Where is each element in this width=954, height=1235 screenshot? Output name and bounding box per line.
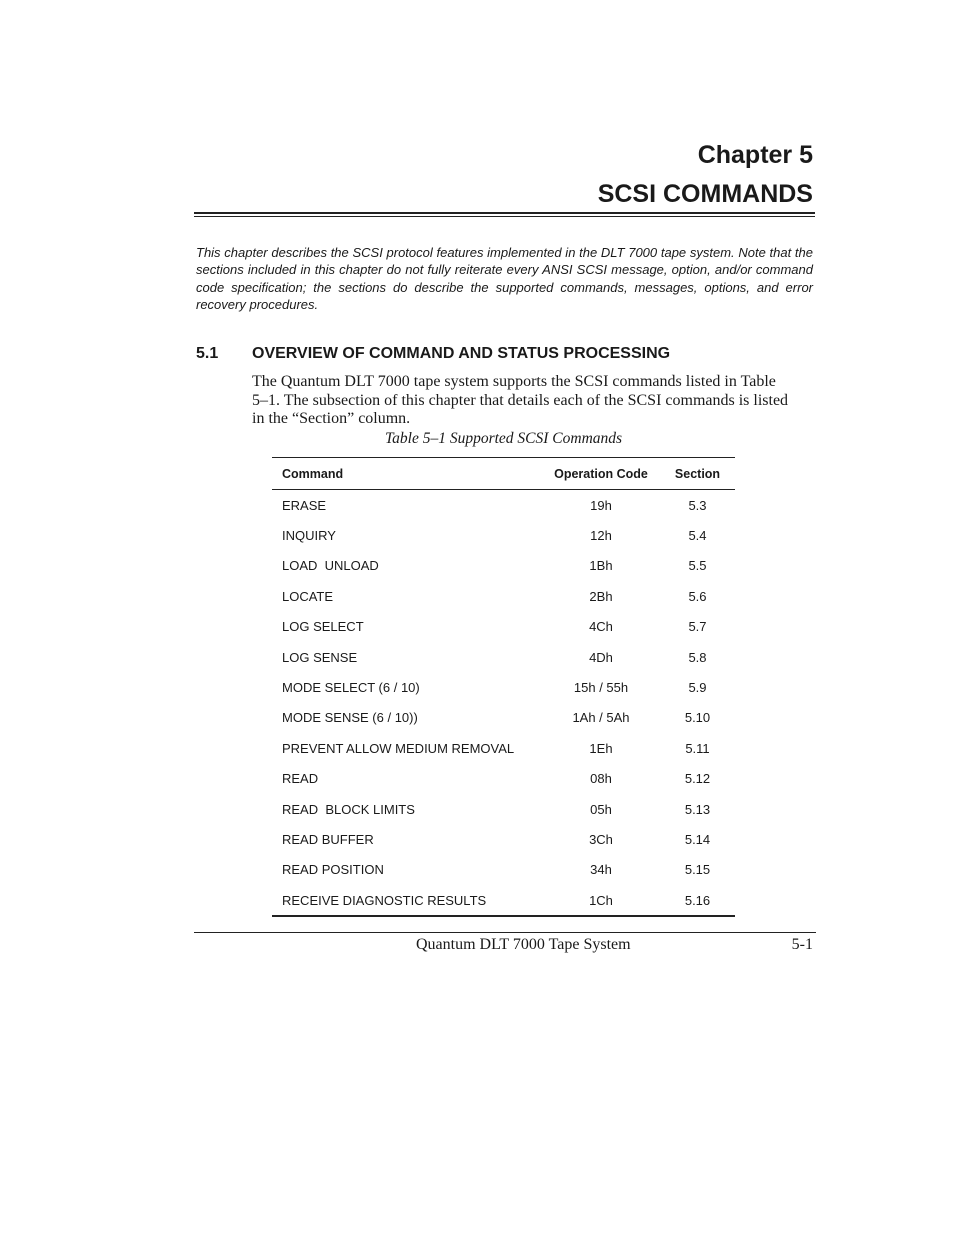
table-row — [272, 794, 735, 824]
cell-command: READ BUFFER — [282, 831, 374, 847]
commands-table — [272, 457, 735, 917]
cell-section: 5.13 — [684, 801, 711, 817]
table-row — [272, 551, 735, 581]
cell-opcode: 12h — [590, 528, 612, 544]
chapter-title: SCSI COMMANDS — [597, 180, 813, 208]
cell-section: 5.6 — [688, 588, 707, 604]
header-opcode: Operation Code — [542, 458, 660, 490]
table-row — [272, 733, 735, 763]
cell-opcode: 1Bh — [589, 558, 613, 574]
cell-command: READ — [282, 771, 319, 787]
cell-opcode: 34h — [590, 862, 612, 878]
header-command: Command — [272, 458, 542, 490]
cell-section: 5.5 — [688, 558, 707, 574]
cell-command: READ POSITION — [282, 862, 384, 878]
cell-opcode: 4Ch — [589, 619, 613, 635]
cell-opcode: 3Ch — [589, 831, 613, 847]
cell-command: LOG SELECT — [282, 619, 364, 635]
cell-opcode: 15h / 55h — [573, 680, 629, 696]
cell-command: MODE SENSE (6 / 10)) — [282, 710, 418, 726]
cell-section: 5.3 — [688, 497, 707, 513]
section-number: 5.1 — [196, 345, 219, 362]
table-row — [272, 764, 735, 794]
cell-section: 5.8 — [688, 649, 707, 665]
table-row — [272, 520, 735, 550]
footer-rule — [194, 932, 816, 933]
table-row — [272, 581, 735, 611]
cell-command: INQUIRY — [282, 528, 336, 544]
table-row — [272, 855, 735, 885]
title-rule-top — [194, 212, 815, 214]
cell-command: LOG SENSE — [282, 649, 358, 665]
cell-section: 5.10 — [684, 710, 711, 726]
table-row — [272, 490, 735, 521]
cell-section: 5.9 — [688, 680, 707, 696]
cell-section: 5.16 — [660, 885, 735, 916]
cell-command: LOCATE — [282, 588, 334, 604]
chapter-intro: This chapter describes the SCSI protocol features implemented in the DLT 7000 tape system. Note that the sections included in this chapter do not fully reiterate every ANSI SCSI message, option, and/or command code specification; the sections do describe the supported commands, messages, options, and error recovery procedures. — [196, 245, 813, 313]
table-row — [272, 885, 735, 916]
cell-section: 5.14 — [684, 831, 711, 847]
cell-section: 5.11 — [685, 740, 710, 756]
cell-opcode: 19h — [590, 497, 612, 513]
page-number: 5-1 — [791, 936, 813, 953]
cell-command: RECEIVE DIAGNOSTIC RESULTS — [272, 885, 542, 916]
cell-opcode: 1Ah / 5Ah — [572, 710, 630, 726]
cell-opcode: 05h — [590, 801, 612, 817]
cell-section: 5.15 — [684, 862, 711, 878]
cell-command: READ BLOCK LIMITS — [282, 801, 415, 817]
table-row — [272, 612, 735, 642]
cell-opcode: 4Dh — [589, 649, 613, 665]
title-rule-bottom — [194, 216, 815, 217]
table-row — [272, 672, 735, 702]
cell-opcode: 1Ch — [542, 885, 660, 916]
cell-opcode: 2Bh — [589, 588, 613, 604]
cell-section: 5.12 — [684, 771, 711, 787]
cell-section: 5.4 — [688, 528, 707, 544]
cell-command: ERASE — [282, 497, 327, 513]
section-heading: OVERVIEW OF COMMAND AND STATUS PROCESSING — [252, 345, 671, 362]
chapter-label: Chapter 5 — [697, 141, 813, 169]
footer-title: Quantum DLT 7000 Tape System — [416, 936, 631, 953]
cell-opcode: 1Eh — [589, 740, 613, 756]
table-caption: Table 5–1 Supported SCSI Commands — [384, 430, 623, 447]
section-body: The Quantum DLT 7000 tape system supports the SCSI commands listed in Table 5–1. The subsection of this chapter that details each of the SCSI commands is listed in the “Section” column. — [252, 373, 789, 427]
table-row — [272, 824, 735, 854]
header-section: Section — [660, 458, 735, 490]
cell-section: 5.7 — [688, 619, 707, 635]
cell-command: PREVENT ALLOW MEDIUM REMOVAL — [282, 740, 515, 756]
cell-command: LOAD UNLOAD — [282, 558, 379, 574]
table-header-row — [272, 458, 735, 490]
cell-command: MODE SELECT (6 / 10) — [282, 680, 420, 696]
cell-opcode: 08h — [590, 771, 612, 787]
table-row — [272, 642, 735, 672]
table-row — [272, 703, 735, 733]
